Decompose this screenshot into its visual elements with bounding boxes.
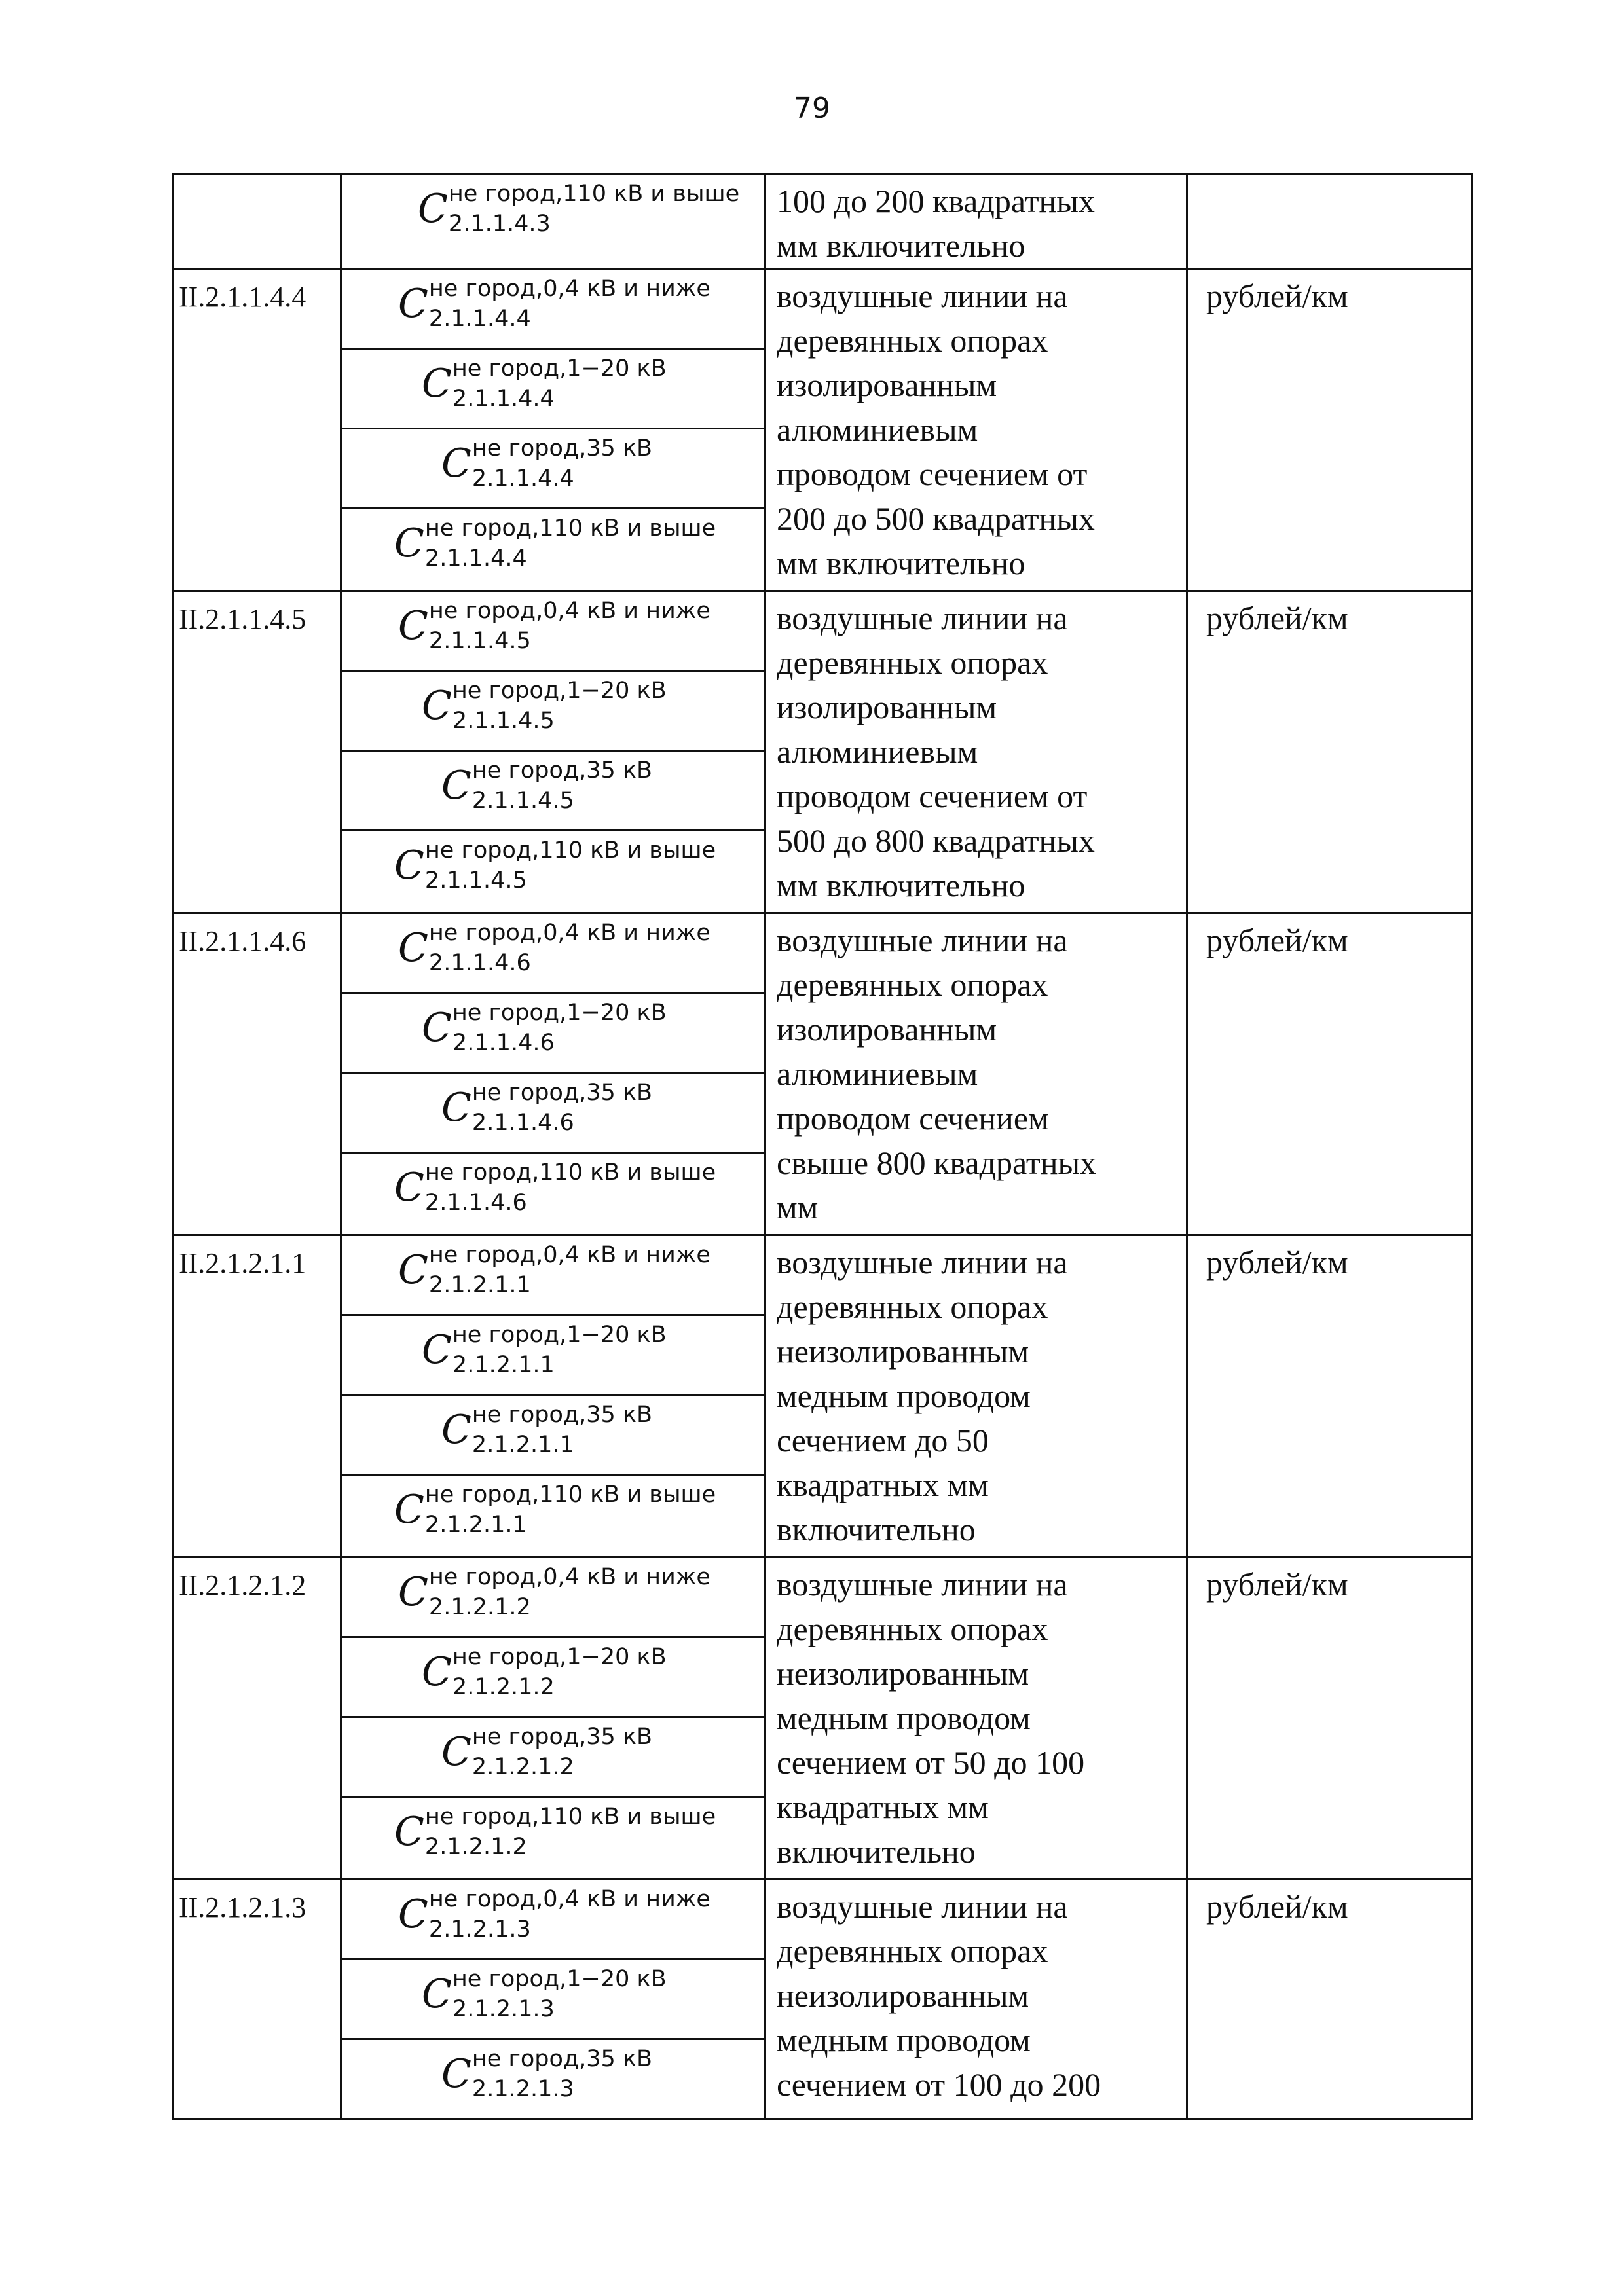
formula-cell (341, 349, 766, 429)
description-line: воздушные линии на (777, 278, 1068, 314)
description-line: сечением от 100 до 200 (777, 2066, 1101, 2103)
row-code: II.2.1.1.4.6 (179, 925, 306, 957)
description-line: воздушные линии на (777, 1244, 1068, 1281)
formula-subscript: 2.1.1.4.4 (452, 386, 555, 412)
code-cell (173, 1558, 341, 1880)
formula-cell (341, 671, 766, 751)
description-line: деревянных опорах (777, 1611, 1048, 1647)
formula-symbol: C (418, 186, 448, 232)
formula-superscript: не город,1−20 кВ (452, 1966, 667, 1992)
unit-label (1188, 175, 1471, 179)
row-code: II.2.1.2.1.1 (179, 1247, 306, 1279)
unit-cell (1187, 1558, 1472, 1880)
formula-superscript: не город,110 кВ и выше (424, 837, 716, 864)
description-line: 100 до 200 квадратных (777, 183, 1095, 219)
formula-subscript: 2.1.1.4.6 (424, 1190, 527, 1216)
formula-subscript: 2.1.1.4.5 (424, 867, 527, 894)
description-line: проводом сечением от (777, 778, 1088, 814)
formula-cell (341, 1395, 766, 1475)
table-body (173, 174, 1472, 2119)
row-code: II.2.1.2.1.2 (179, 1569, 306, 1601)
formula-subscript: 2.1.1.4.4 (471, 465, 574, 492)
code-cell (173, 591, 341, 913)
unit-label: рублей/км (1206, 278, 1348, 314)
formula-subscript: 2.1.2.1.3 (428, 1916, 531, 1942)
formula-symbol: C (398, 925, 428, 971)
formula-symbol: C (422, 683, 452, 729)
formula-superscript: не город,35 кВ (471, 1402, 653, 1428)
description-cell (766, 269, 1187, 591)
table-row (173, 1235, 1472, 1315)
description-line: медным проводом (777, 1377, 1031, 1414)
description-line: проводом сечением (777, 1100, 1049, 1137)
formula-symbol: C (441, 1407, 471, 1453)
description-cell (766, 1558, 1187, 1880)
table-row (173, 1558, 1472, 1637)
code-cell (173, 174, 341, 269)
formula-subscript: 2.1.2.1.2 (452, 1674, 555, 1700)
formula-cell (341, 509, 766, 591)
formula-cell (341, 1315, 766, 1395)
formula-cell (341, 591, 766, 671)
formula-cell (341, 1153, 766, 1235)
formula-subscript: 2.1.1.4.5 (428, 628, 531, 654)
formula-symbol: C (422, 1971, 452, 2017)
description-line: 200 до 500 квадратных (777, 500, 1095, 537)
formula-subscript: 2.1.2.1.1 (428, 1272, 531, 1298)
formula-symbol: C (394, 1165, 424, 1211)
formula-cell (341, 1717, 766, 1797)
formula-symbol: C (398, 1247, 428, 1293)
formula-superscript: не город,1−20 кВ (452, 1644, 667, 1670)
description-line: квадратных мм (777, 1467, 989, 1503)
formula-cell (341, 993, 766, 1073)
formula-superscript: не город,1−20 кВ (452, 678, 667, 704)
row-code: II.2.1.2.1.3 (179, 1891, 306, 1923)
description-line: мм включительно (777, 545, 1025, 581)
formula-subscript: 2.1.2.1.2 (428, 1594, 531, 1620)
formula-cell (341, 1637, 766, 1717)
formula-symbol: C (398, 1569, 428, 1615)
formula-cell (341, 174, 766, 269)
row-code (174, 175, 340, 185)
formula-superscript: не город,0,4 кВ и ниже (428, 1242, 710, 1268)
description-line: деревянных опорах (777, 644, 1048, 681)
unit-label: рублей/км (1206, 1566, 1348, 1603)
formula-superscript: не город,0,4 кВ и ниже (428, 1886, 710, 1912)
description-cell (766, 1235, 1187, 1558)
description-cell (766, 913, 1187, 1235)
formula-subscript: 2.1.1.4.3 (448, 211, 551, 237)
table-row (173, 591, 1472, 671)
formula-subscript: 2.1.1.4.5 (471, 788, 574, 814)
formula-subscript: 2.1.1.4.4 (424, 545, 527, 572)
formula-symbol: C (394, 520, 424, 566)
description-line: изолированным (777, 367, 997, 403)
description-cell (766, 174, 1187, 269)
unit-cell (1187, 1880, 1472, 2119)
formula-cell (341, 751, 766, 831)
description-line: изолированным (777, 1011, 997, 1048)
formula-cell (341, 1797, 766, 1880)
formula-subscript: 2.1.2.1.3 (471, 2076, 574, 2102)
formula-subscript: 2.1.1.4.5 (452, 708, 555, 734)
formula-superscript: не город,35 кВ (471, 2046, 653, 2072)
formula-superscript: не город,35 кВ (471, 1724, 653, 1750)
formula-cell (341, 429, 766, 509)
description-line: воздушные линии на (777, 1888, 1068, 1925)
formula-symbol: C (398, 603, 428, 649)
formula-symbol: C (394, 843, 424, 888)
code-cell (173, 269, 341, 591)
tariff-table (172, 173, 1473, 2120)
description-line: сечением от 50 до 100 (777, 1744, 1085, 1781)
description-line: воздушные линии на (777, 922, 1068, 958)
formula-superscript: не город,110 кВ и выше (424, 1804, 716, 1830)
formula-cell (341, 1880, 766, 1959)
description-line: неизолированным (777, 1333, 1029, 1370)
formula-subscript: 2.1.1.4.6 (471, 1110, 574, 1136)
formula-subscript: 2.1.2.1.1 (424, 1512, 527, 1538)
description-line: медным проводом (777, 1700, 1031, 1736)
description-line: сечением до 50 (777, 1422, 989, 1459)
description-line: мм включительно (777, 867, 1025, 903)
unit-cell (1187, 1235, 1472, 1558)
formula-subscript: 2.1.2.1.2 (471, 1754, 574, 1780)
formula-superscript: не город,0,4 кВ и ниже (428, 276, 710, 302)
unit-label: рублей/км (1206, 1888, 1348, 1925)
unit-cell (1187, 269, 1472, 591)
description-line: деревянных опорах (777, 322, 1048, 359)
formula-subscript: 2.1.2.1.1 (471, 1432, 574, 1458)
formula-subscript: 2.1.2.1.2 (424, 1834, 527, 1860)
description-line: мм (777, 1189, 819, 1226)
row-code: II.2.1.1.4.4 (179, 281, 306, 313)
formula-superscript: не город,110 кВ и выше (424, 1159, 716, 1186)
formula-symbol: C (422, 1005, 452, 1051)
description-line: воздушные линии на (777, 1566, 1068, 1603)
formula-symbol: C (441, 441, 471, 486)
description-line: проводом сечением от (777, 456, 1088, 492)
formula-subscript: 2.1.2.1.1 (452, 1352, 555, 1378)
formula-superscript: не город,110 кВ и выше (448, 181, 740, 207)
formula-cell (341, 1073, 766, 1153)
formula-superscript: не город,1−20 кВ (452, 1322, 667, 1348)
page-number: 79 (794, 92, 830, 125)
formula-cell (341, 1235, 766, 1315)
formula-cell (341, 913, 766, 993)
description-line: изолированным (777, 689, 997, 725)
formula-symbol: C (422, 1327, 452, 1373)
formula-superscript: не город,35 кВ (471, 1080, 653, 1106)
description-line: мм включительно (777, 227, 1025, 264)
description-line: деревянных опорах (777, 1288, 1048, 1325)
description-line: алюминиевым (777, 733, 978, 770)
table-row (173, 913, 1472, 993)
formula-superscript: не город,110 кВ и выше (424, 1482, 716, 1508)
formula-symbol: C (441, 763, 471, 809)
description-line: алюминиевым (777, 411, 978, 448)
formula-subscript: 2.1.2.1.3 (452, 1996, 555, 2022)
formula-symbol: C (394, 1809, 424, 1855)
unit-label: рублей/км (1206, 600, 1348, 636)
table-row (173, 1880, 1472, 1959)
description-line: включительно (777, 1511, 976, 1548)
formula-subscript: 2.1.1.4.6 (428, 950, 531, 976)
description-line: алюминиевым (777, 1055, 978, 1092)
formula-superscript: не город,1−20 кВ (452, 355, 667, 382)
formula-superscript: не город,35 кВ (471, 435, 653, 462)
formula-subscript: 2.1.1.4.6 (452, 1030, 555, 1056)
formula-symbol: C (422, 361, 452, 407)
formula-symbol: C (398, 281, 428, 327)
formula-symbol: C (441, 1729, 471, 1775)
formula-symbol: C (422, 1649, 452, 1695)
table-row (173, 174, 1472, 269)
formula-cell (341, 1558, 766, 1637)
description-line: неизолированным (777, 1977, 1029, 2014)
unit-cell (1187, 174, 1472, 269)
formula-symbol: C (441, 2051, 471, 2097)
formula-subscript: 2.1.1.4.4 (428, 306, 531, 332)
row-code: II.2.1.1.4.5 (179, 603, 306, 635)
formula-superscript: не город,0,4 кВ и ниже (428, 1564, 710, 1590)
formula-superscript: не город,110 кВ и выше (424, 515, 716, 541)
description-line: деревянных опорах (777, 1933, 1048, 1969)
description-line: свыше 800 квадратных (777, 1144, 1097, 1181)
description-line: квадратных мм (777, 1789, 989, 1825)
code-cell (173, 1880, 341, 2119)
unit-label: рублей/км (1206, 1244, 1348, 1281)
formula-symbol: C (441, 1085, 471, 1131)
formula-superscript: не город,0,4 кВ и ниже (428, 920, 710, 946)
formula-superscript: не город,35 кВ (471, 757, 653, 784)
code-cell (173, 1235, 341, 1558)
formula-symbol: C (398, 1891, 428, 1937)
formula-superscript: не город,1−20 кВ (452, 1000, 667, 1026)
formula-cell (341, 2039, 766, 2119)
formula-cell (341, 1475, 766, 1558)
description-cell (766, 1880, 1187, 2119)
unit-cell (1187, 591, 1472, 913)
code-cell (173, 913, 341, 1235)
description-line: деревянных опорах (777, 966, 1048, 1003)
formula-superscript: не город,0,4 кВ и ниже (428, 598, 710, 624)
description-cell (766, 591, 1187, 913)
table-row (173, 269, 1472, 349)
description-line: воздушные линии на (777, 600, 1068, 636)
formula-cell (341, 1959, 766, 2039)
formula-cell (341, 831, 766, 913)
description-line: 500 до 800 квадратных (777, 822, 1095, 859)
unit-label: рублей/км (1206, 922, 1348, 958)
description-line: неизолированным (777, 1655, 1029, 1692)
formula-cell (341, 269, 766, 349)
formula-symbol: C (394, 1487, 424, 1533)
description-line: медным проводом (777, 2022, 1031, 2058)
description-line: включительно (777, 1833, 976, 1870)
unit-cell (1187, 913, 1472, 1235)
